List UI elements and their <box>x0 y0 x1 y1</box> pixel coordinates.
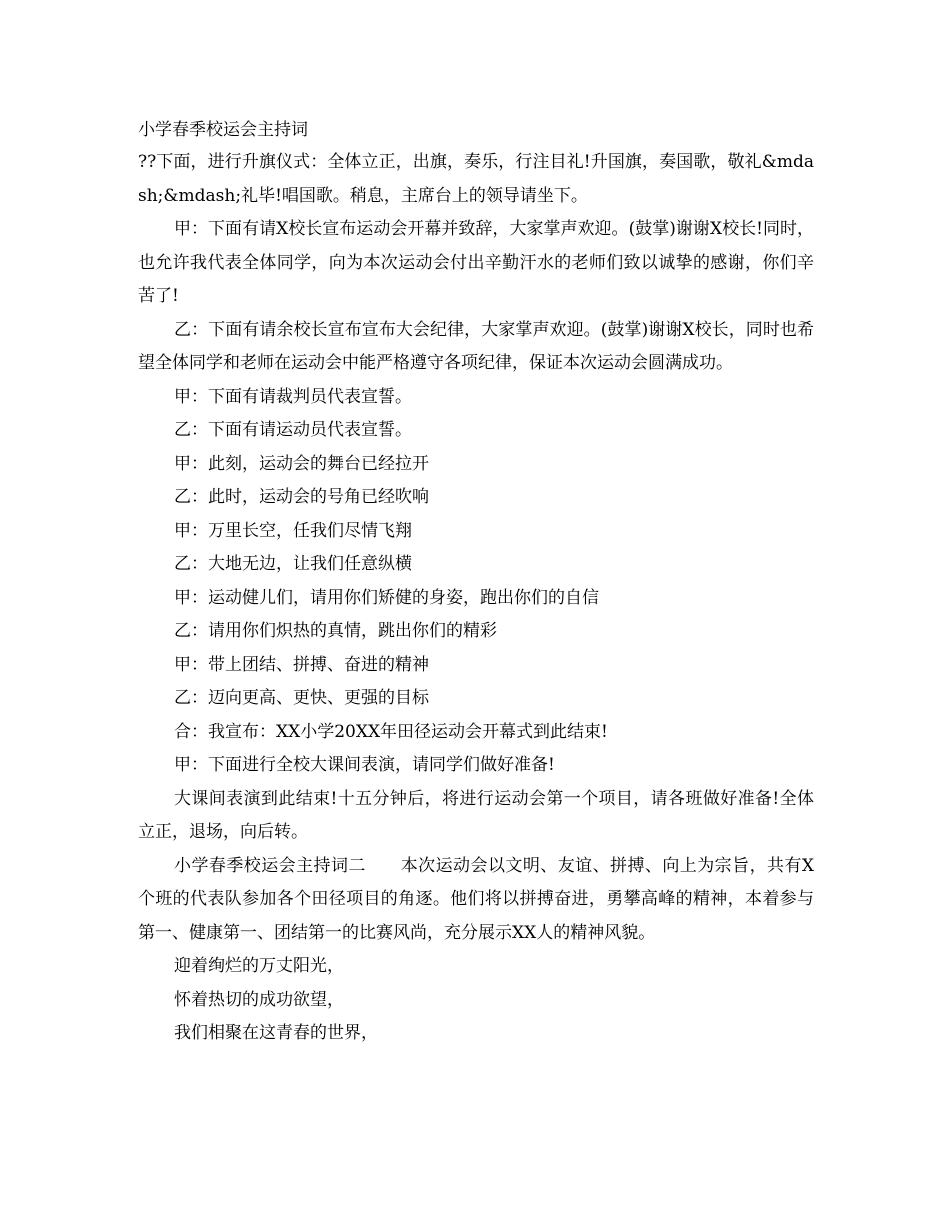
paragraph-verse: 迎着绚烂的万丈阳光， <box>174 956 344 976</box>
paragraph-line: 乙：此时，运动会的号角已经吹响 <box>174 487 429 507</box>
paragraph-line: 甲：此刻，运动会的舞台已经拉开 <box>174 453 429 474</box>
paragraph-flag-ceremony: ??下面，进行升旗仪式：全体立正，出旗，奏乐，行注目礼!升国旗，奏国歌，敬礼&mdash;&mdash;礼毕!唱国歌。稍息，主席台上的领导请坐下。 <box>138 152 814 206</box>
paragraph-line: 甲：下面进行全校大课间表演，请同学们做好准备! <box>174 755 555 775</box>
document-page <box>138 118 814 1051</box>
paragraph-break-performance: 大课间表演到此结束!十五分钟后，将进行运动会第一个项目，请各班做好准备!全体立正，退场，向后转。 <box>138 788 814 842</box>
paragraph-principal-opening: 甲：下面有请X校长宣布运动会开幕并致辞，大家掌声欢迎。(鼓掌)谢谢X校长!同时，也允许我代表全体同学，向为本次运动会付出辛勤汗水的老师们致以诚挚的感谢，你们辛苦了! <box>138 219 814 306</box>
paragraph-referee-oath: 甲：下面有请裁判员代表宣誓。 <box>174 386 412 407</box>
paragraph-discipline: 乙：下面有请余校长宣布宣布大会纪律，大家掌声欢迎。(鼓掌)谢谢X校长，同时也希望全体同学和老师在运动会中能严格遵守各项纪律，保证本次运动会圆满成功。 <box>138 319 814 373</box>
paragraph-line: 甲：万里长空，任我们尽情飞翔 <box>174 520 412 541</box>
document-title: 小学春季校运会主持词 <box>138 120 308 140</box>
paragraph-line: 甲：带上团结、拼搏、奋进的精神 <box>174 654 429 675</box>
paragraph-line: 乙：迈向更高、更快、更强的目标 <box>174 688 429 708</box>
paragraph-line: 乙：请用你们炽热的真情，跳出你们的精彩 <box>174 621 497 641</box>
paragraph-line: 甲：运动健儿们，请用你们矫健的身姿，跑出你们的自信 <box>174 587 599 608</box>
paragraph-line: 乙：大地无边，让我们任意纵横 <box>174 554 412 574</box>
paragraph-verse: 我们相聚在这青春的世界， <box>174 1023 378 1043</box>
paragraph-verse: 怀着热切的成功欲望， <box>174 989 344 1010</box>
paragraph-athlete-oath: 乙：下面有请运动员代表宣誓。 <box>174 420 412 440</box>
paragraph-closing-announcement: 合：我宣布：XX小学20XX年田径运动会开幕式到此结束! <box>174 721 608 742</box>
paragraph-second-script: 小学春季校运会主持词二 本次运动会以文明、友谊、拼搏、向上为宗旨，共有X个班的代表队参加各个田径项目的角逐。他们将以拼搏奋进，勇攀高峰的精神，本着参与第一、健康第一、团结第一的比赛风尚，充分展示XX人的精神风貌。 <box>138 855 814 943</box>
